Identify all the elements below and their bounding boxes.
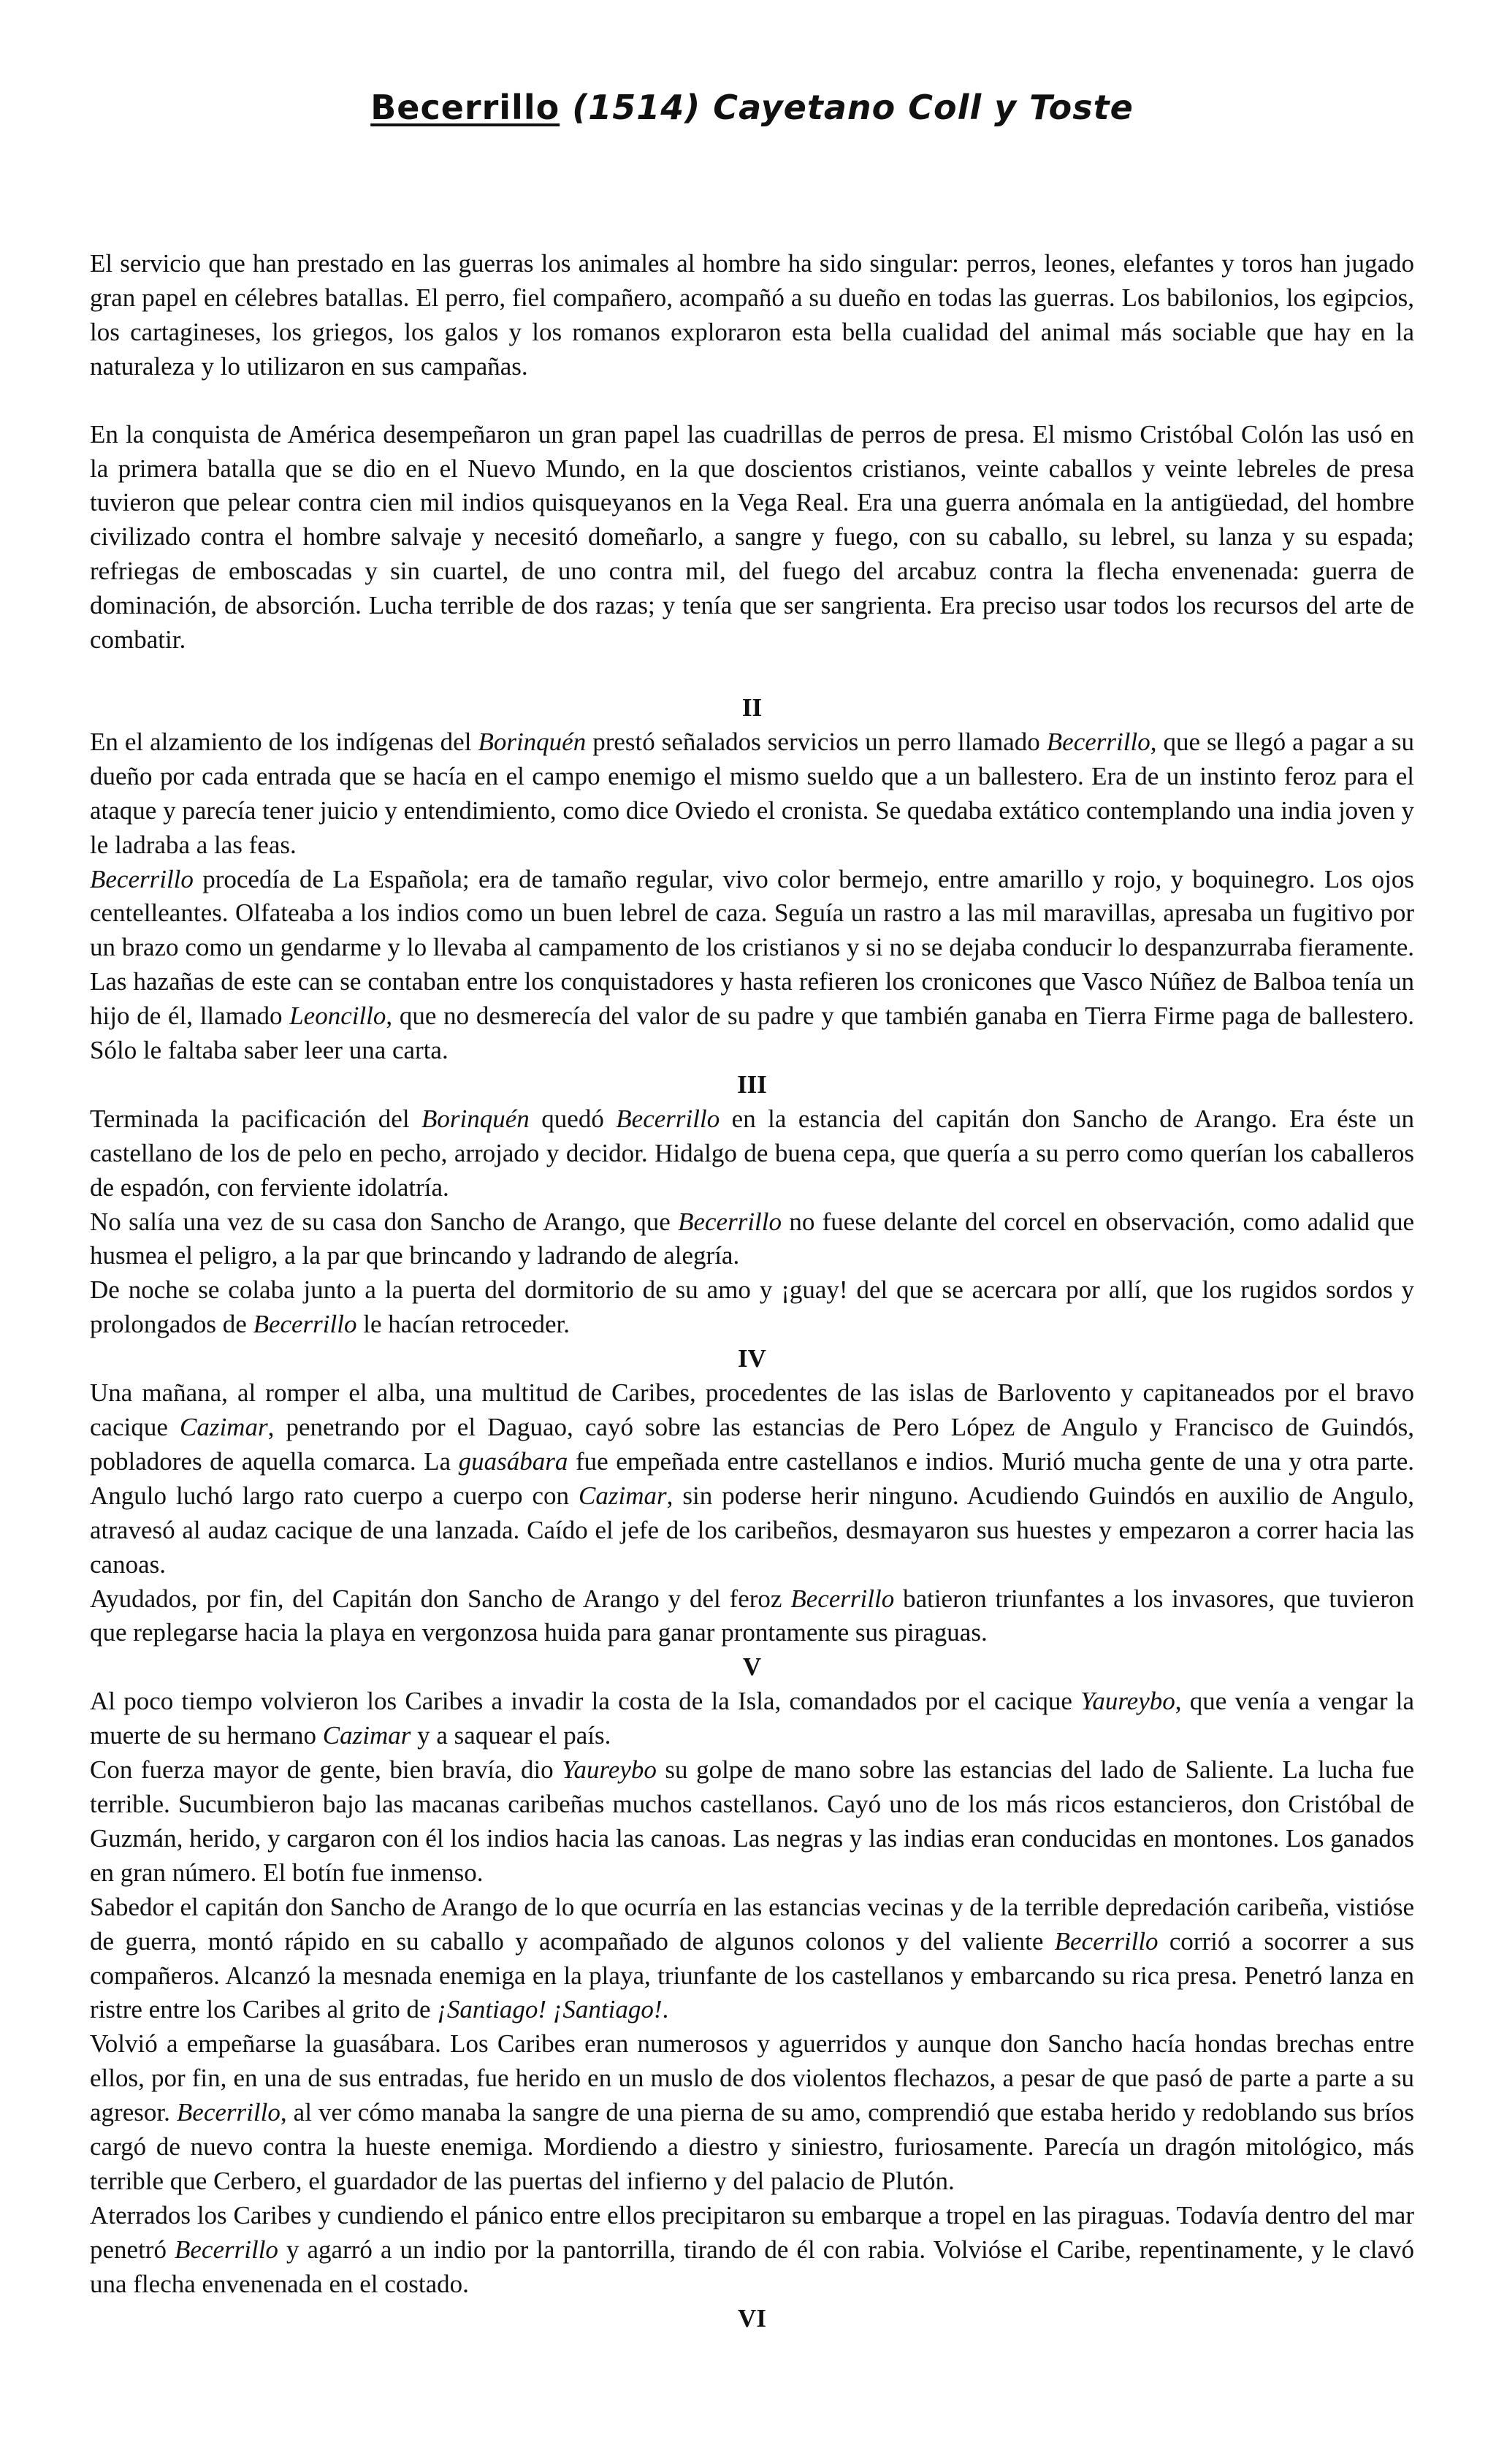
section-iv-paragraph-2: Ayudados, por fin, del Capitán don Sancho de Arango y del feroz Becerrillo batieron triunfantes a los invasores, que tuvieron que replegarse hacia la playa en vergonzosa huida para ganar prontamente sus piraguas. xyxy=(90,1584,1414,1647)
intro-paragraph-2: En la conquista de América desempeñaron un gran papel las cuadrillas de perros de presa. El mismo Cristóbal Colón las usó en la primera batalla que se dio en el Nuevo Mundo, en la que doscientos cristianos, veinte caballos y veinte lebreles de presa tuvieron que pelear contra cien mil indios quisqueyanos en la Vega Real. Era una guerra anómala en la antigüedad, del hombre civilizado contra el hombre salvaje y necesitó domeñarlo, a sangre y fuego, con su caballo, su lebrel, su lanza y su espada; refriegas de emboscadas y sin cuartel, de uno contra mil, del fuego del arcabuz contra la flecha envenenada: guerra de dominación, de absorción. Lucha terrible de dos razas; y tenía que ser sangrienta. Era preciso usar todos los recursos del arte de combatir. xyxy=(90,419,1414,655)
section-v-paragraph-1: Al poco tiempo volvieron los Caribes a invadir la costa de la Isla, comandados por el cacique Yaureybo, que venía a vengar la muerte de su hermano Cazimar y a saquear el país. xyxy=(90,1687,1414,1750)
section-v-paragraph-2: Con fuerza mayor de gente, bien bravía, dio Yaureybo su golpe de mano sobre las estancias del lado de Saliente. La lucha fue terrible. Sucumbieron bajo las macanas caribeñas muchos castellanos. Cayó uno de los más ricos estancieros, don Cristóbal de Guzmán, herido, y cargaron con él los indios hacia las canoas. Las negras y las indias eran conducidas en montones. Los ganados en gran número. El botín fue inmenso. xyxy=(90,1755,1414,1887)
section-heading-iii: III xyxy=(737,1069,767,1099)
section-heading-iv: IV xyxy=(738,1344,766,1373)
section-heading-vi: VI xyxy=(738,2303,766,2333)
intro-paragraph-1: El servicio que han prestado en las guerras los animales al hombre ha sido singular: perros, leones, elefantes y toros han jugado gran papel en célebres batallas. El perro, fiel compañero, acompañó a su dueño en todas las guerras. Los babilonios, los egipcios, los cartagineses, los griegos, los galos y los romanos exploraron esta bella cualidad del animal más sociable que hay en la naturaleza y lo utilizaron en sus campañas. xyxy=(90,249,1414,381)
section-v-paragraph-5: Aterrados los Caribes y cundiendo el pánico entre ellos precipitaron su embarque a tropel en las piraguas. Todavía dentro del mar penetró Becerrillo y agarró a un indio por la pantorrilla, tirando de él con rabia. Volvióse el Caribe, repentinamente, y le clavó una flecha envenenada en el costado. xyxy=(90,2200,1414,2298)
section-ii-paragraph-1: En el alzamiento de los indígenas del Borinquén prestó señalados servicios un perro llamado Becerrillo, que se llegó a pagar a su dueño por cada entrada que se hacía en el campo enemigo el mismo sueldo que a un ballestero. Era de un instinto feroz para el ataque y parecía tener juicio y entendimiento, como dice Oviedo el cronista. Se quedaba extático contemplando una india joven y le ladraba a las feas. xyxy=(90,727,1415,859)
section-heading-ii: II xyxy=(741,693,763,722)
section-iii-paragraph-2: No salía una vez de su casa don Sancho de Arango, que Becerrillo no fuese delante del corcel en observación, como adalid que husmea el peligro, a la par que brincando y ladrando de alegría. xyxy=(90,1207,1414,1270)
section-ii-paragraph-2: Becerrillo procedía de La Española; era de tamaño regular, vivo color bermejo, entre amarillo y rojo, y boquinegro. Los ojos centelleantes. Olfateaba a los indios como un buen lebrel de caza. Seguía un rastro a las mil maravillas, apresaba un fugitivo por un brazo como un gendarme y lo llevaba al campamento de los cristianos y si no se dejaba conducir lo despanzurraba fieramente. Las hazañas de este can se contaban entre los conquistadores y hasta refieren los cronicones que Vasco Núñez de Balboa tenía un hijo de él, llamado Leoncillo, que no desmerecía del valor de su padre y que también ganaba en Tierra Firme paga de ballestero. Sólo le faltaba saber leer una carta. xyxy=(90,864,1415,1065)
title-subtitle: (1514) Cayetano Coll y Toste xyxy=(560,88,1134,127)
section-v-paragraph-4: Volvió a empeñarse la guasábara. Los Caribes eran numerosos y aguerridos y aunque don Sancho hacía hondas brechas entre ellos, por fin, en una de sus entradas, fue herido en un muslo de dos violentos flechazos, a pesar de que pasó de parte a parte a su agresor. Becerrillo, al ver cómo manaba la sangre de una pierna de su amo, comprendió que estaba herido y redoblando sus bríos cargó de nuevo contra la hueste enemiga. Mordiendo a diestro y siniestro, furiosamente. Parecía un dragón mitológico, más terrible que Cerbero, el guardador de las puertas del infierno y del palacio de Plutón. xyxy=(90,2029,1414,2195)
section-iii-paragraph-1: Terminada la pacificación del Borinquén quedó Becerrillo en la estancia del capitán don Sancho de Arango. Era éste un castellano de los de pelo en pecho, arrojado y decidor. Hidalgo de buena cepa, que quería a su perro como querían los caballeros de espadón, con ferviente idolatría. xyxy=(90,1104,1414,1202)
section-heading-v: V xyxy=(742,1652,762,1682)
section-iv-paragraph-1: Una mañana, al romper el alba, una multitud de Caribes, procedentes de las islas de Barlovento y capitaneados por el bravo cacique Cazimar, penetrando por el Daguao, cayó sobre las estancias de Pero López de Angulo y Francisco de Guindós, pobladores de aquella comarca. La guasábara fue empeñada entre castellanos e indios. Murió mucha gente de una y otra parte. Angulo luchó largo rato cuerpo a cuerpo con Cazimar, sin poderse herir ninguno. Acudiendo Guindós en auxilio de Angulo, atravesó al audaz cacique de una lanzada. Caído el jefe de los caribeños, desmayaron sus huestes y empezaron a correr hacia las canoas. xyxy=(90,1378,1414,1579)
section-v-paragraph-3: Sabedor el capitán don Sancho de Arango de lo que ocurría en las estancias vecinas y de la terrible depredación caribeña, vistióse de guerra, montó rápido en su caballo y acompañado de algunos colonos y del valiente Becerrillo corrió a socorrer a sus compañeros. Alcanzó la mesnada enemiga en la playa, triunfante de los castellanos y embarcando su rica presa. Penetró lanza en ristre entre los Caribes al grito de ¡Santiago! ¡Santiago!. xyxy=(90,1892,1414,2024)
section-iii-paragraph-3: De noche se colaba junto a la puerta del dormitorio de su amo y ¡guay! del que se acercara por allí, que los rugidos sordos y prolongados de Becerrillo le hacían retroceder. xyxy=(90,1275,1414,1339)
document-title xyxy=(90,86,1414,129)
document-body xyxy=(90,247,1414,2335)
title-name: Becerrillo xyxy=(370,88,560,127)
